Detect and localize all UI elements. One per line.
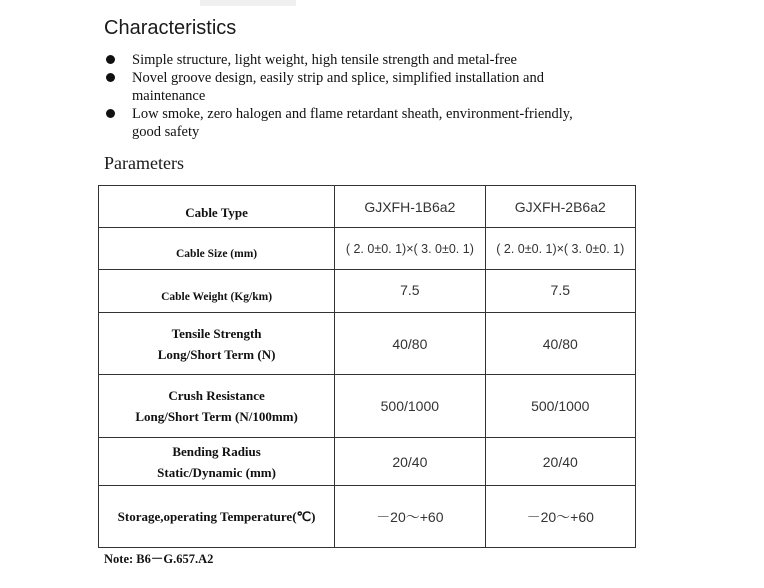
row-label-line: Crush Resistance bbox=[168, 388, 265, 403]
table-row bbox=[99, 228, 636, 270]
row-label-line: Static/Dynamic (mm) bbox=[157, 464, 276, 480]
bullet-icon bbox=[106, 55, 115, 64]
header-model-1: GJXFH-1B6a2 bbox=[335, 186, 485, 228]
parameters-table bbox=[98, 185, 636, 548]
row-label: Storage,operating Temperature(℃) bbox=[99, 486, 335, 548]
row-label bbox=[99, 375, 335, 438]
table-header-row bbox=[99, 186, 636, 228]
parameters-heading: Parameters bbox=[104, 153, 184, 173]
list-item bbox=[104, 69, 574, 105]
bullet-icon bbox=[106, 73, 115, 82]
bullet-icon bbox=[106, 109, 115, 118]
cell-value: －20～+60 bbox=[335, 486, 485, 548]
list-item-text: Low smoke, zero halogen and flame retardant sheath, environment-friendly, good safety bbox=[132, 106, 573, 140]
table-row bbox=[99, 438, 636, 486]
table-row bbox=[99, 486, 636, 548]
row-label bbox=[99, 313, 335, 375]
row-label-line: Long/Short Term (N/100mm) bbox=[135, 409, 298, 424]
header-model-2: GJXFH-2B6a2 bbox=[485, 186, 635, 228]
cell-value: －20～+60 bbox=[485, 486, 635, 548]
cell-value: 40/80 bbox=[335, 313, 485, 375]
list-item bbox=[104, 105, 574, 141]
cell-value: ( 2. 0±0. 1)×( 3. 0±0. 1) bbox=[335, 228, 485, 270]
list-item-text: Novel groove design, easily strip and splice, simplified installation and maintenance bbox=[132, 70, 544, 104]
row-label-line: Tensile Strength bbox=[171, 325, 262, 341]
header-cable-type: Cable Type bbox=[99, 186, 335, 228]
cell-value: 20/40 bbox=[335, 438, 485, 486]
cell-value: 500/1000 bbox=[335, 375, 485, 438]
cell-value: 20/40 bbox=[485, 438, 635, 486]
row-label bbox=[99, 438, 335, 486]
row-label-line: Bending Radius bbox=[172, 443, 261, 459]
top-rule bbox=[200, 0, 296, 6]
characteristics-list bbox=[104, 51, 574, 141]
cell-value: 40/80 bbox=[485, 313, 635, 375]
cell-value: 7.5 bbox=[485, 270, 635, 313]
table-row bbox=[99, 375, 636, 438]
footnote: Note: B6－G.657.A2 bbox=[104, 552, 214, 566]
cell-value: ( 2. 0±0. 1)×( 3. 0±0. 1) bbox=[485, 228, 635, 270]
row-label: Cable Size (mm) bbox=[99, 228, 335, 270]
table-row bbox=[99, 270, 636, 313]
characteristics-heading: Characteristics bbox=[104, 17, 237, 39]
list-item bbox=[104, 51, 574, 69]
row-label: Cable Weight (Kg/km) bbox=[99, 270, 335, 313]
cell-value: 7.5 bbox=[335, 270, 485, 313]
cell-value: 500/1000 bbox=[485, 375, 635, 438]
row-label-line: Long/Short Term (N) bbox=[157, 346, 276, 362]
list-item-text: Simple structure, light weight, high tensile strength and metal-free bbox=[132, 52, 517, 68]
table-row bbox=[99, 313, 636, 375]
